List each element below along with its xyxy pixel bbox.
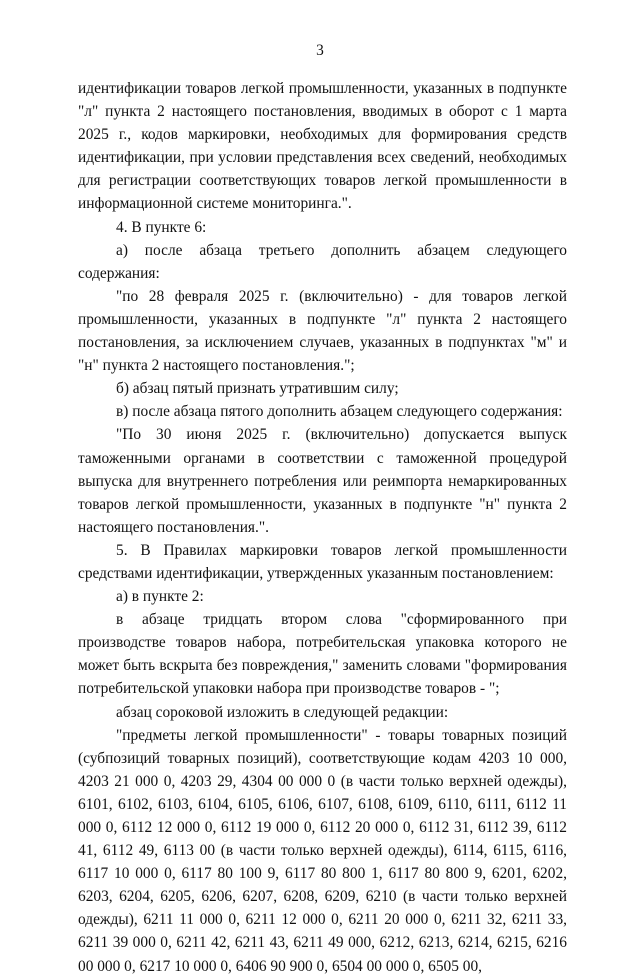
paragraph-definition: "предметы легкой промышленности" - товары товарных позиций (субпозиций товарных позиций), соответствующие кодам 4203 10 000, 4203 21 000 0, 4203 29, 4304 00 000 0 (в части только верхней одежды), 6101, 6102, 6103, 6104, 6105, 6106, 6107, 6108, 6109, 6110, 6111, 6112 11 000 0, 6112 12 000 0, 6112 19 000 0, 6112 20 000 0, 6112 31, 6112 39, 6112 41, 6112 49, 6113 00 (в части только верхней одежды), 6114, 6115, 6116, 6117 10 000 0, 6117 80 100 9, 6117 80 800 1, 6117 80 800 9, 6201, 6202, 6203, 6204, 6205, 6206, 6207, 6208, 6209, 6210 (в части только верхней одежды), 6211 11 000 0, 6211 12 000 0, 6211 20 000 0, 6211 32, 6211 33, 6211 39 000 0, 6211 42, 6211 43, 6211 49 000, 6212, 6213, 6214, 6215, 6216 00 000 0, 6217 10 000 0, 6406 90 900 0, 6504 00 000 0, 6505 00, (78, 726, 567, 975)
paragraph-subitem-v: в) после абзаца пятого дополнить абзацем следующего содержания: (116, 403, 563, 421)
paragraph-amendment-40: абзац сороковой изложить в следующей редакции: (116, 703, 449, 721)
document-body (78, 77, 567, 978)
page-number: 3 (316, 42, 324, 59)
paragraph-quote-2: "По 30 июня 2025 г. (включительно) допускается выпуск таможенными органами в соответствии с таможенной процедурой выпуска для внутреннего потребления или реимпорта немаркированных товаров легкой промышленности, указанных в подпункте "н" пункта 2 настоящего постановления.". (78, 426, 567, 536)
paragraph-amendment-32: в абзаце тридцать втором слова "сформированного при производстве товаров набора, потребительская упаковка которого не может быть вскрыта без повреждения," заменить словами "формирования потребительской упаковки набора при производстве товаров - "; (78, 611, 567, 698)
paragraph-quote-1: "по 28 февраля 2025 г. (включительно) - для товаров легкой промышленности, указанных в подпункте "л" пункта 2 настоящего постановления, за исключением случаев, указанных в подпунктах "м" и "н" пункта 2 настоящего постановления."; (78, 287, 567, 375)
paragraph-continuation: идентификации товаров легкой промышленности, указанных в подпункте "л" пункта 2 настоящего постановления, вводимых в оборот с 1 марта 2025 г., кодов маркировки, необходимых для формирования средств идентификации, при условии представления всех сведений, необходимых для регистрации соответствующих товаров легкой промышленности в информационной системе мониторинга.". (78, 80, 567, 213)
paragraph-subitem-a-point-2: а) в пункте 2: (116, 588, 204, 606)
paragraph-subitem-a: а) после абзаца третьего дополнить абзацем следующего содержания: (78, 241, 567, 282)
paragraph-item-4: 4. В пункте 6: (116, 218, 207, 236)
paragraph-item-5: 5. В Правилах маркировки товаров легкой промышленности средствами идентификации, утвержденных указанным постановлением: (78, 541, 567, 582)
paragraph-subitem-b: б) абзац пятый признать утратившим силу; (116, 380, 399, 398)
